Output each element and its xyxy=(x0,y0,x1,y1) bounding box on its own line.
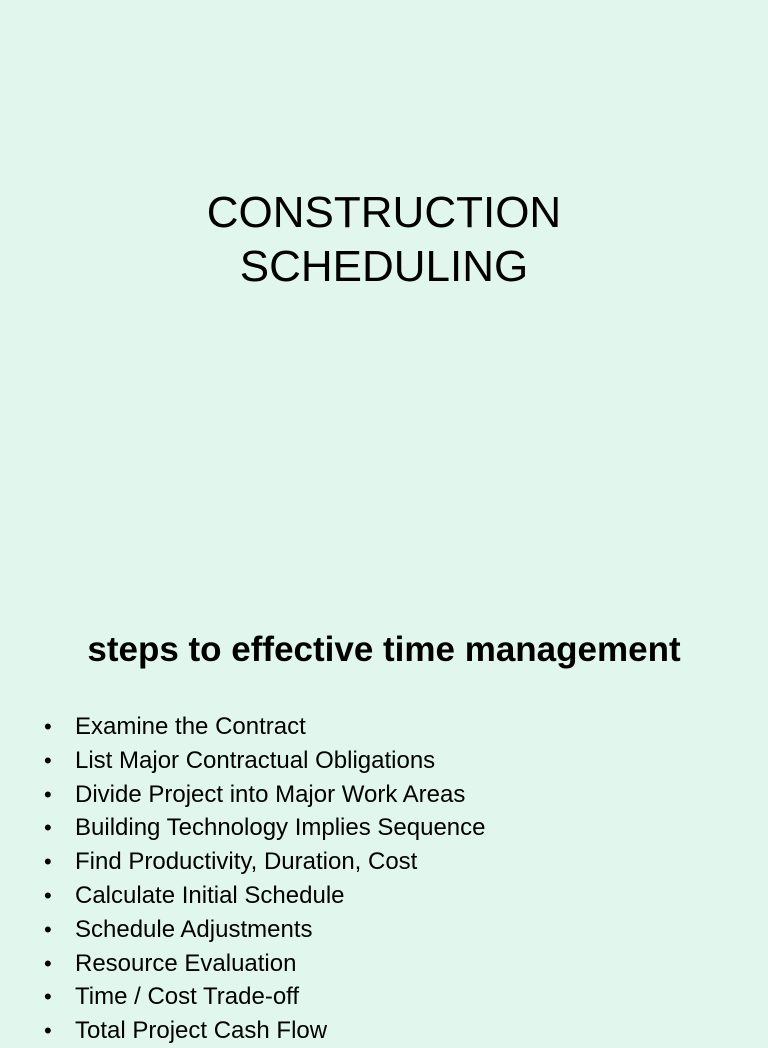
slide-title-line-2: SCHEDULING xyxy=(239,242,529,291)
list-item-text: Total Project Cash Flow xyxy=(75,1017,328,1045)
bullet-icon: • xyxy=(44,984,52,1010)
bullet-icon: • xyxy=(44,1018,52,1044)
bullet-icon: • xyxy=(44,714,52,739)
bullet-icon: • xyxy=(44,815,52,841)
section-heading: steps to effective time management xyxy=(87,630,681,669)
content-slide xyxy=(0,576,768,1045)
bullet-icon: • xyxy=(44,916,52,942)
list-item-text: Examine the Contract xyxy=(75,713,306,740)
slide-title-line-1: CONSTRUCTION xyxy=(206,188,562,237)
bullet-icon: • xyxy=(44,882,52,908)
bullet-icon: • xyxy=(44,747,52,773)
list-item-text: Resource Evaluation xyxy=(75,949,297,977)
bullet-icon: • xyxy=(44,849,52,875)
list-item-text: Schedule Adjustments xyxy=(75,915,313,943)
slide-title xyxy=(0,186,768,294)
list-item-text: Calculate Initial Schedule xyxy=(75,881,345,909)
list-item-text: Time / Cost Trade-off xyxy=(75,983,300,1011)
bullet-icon: • xyxy=(44,950,52,976)
list-item-text: Building Technology Implies Sequence xyxy=(75,814,486,842)
list-item-text: List Major Contractual Obligations xyxy=(75,746,436,774)
list-item-text: Find Productivity, Duration, Cost xyxy=(75,848,418,876)
list-item-text: Divide Project into Major Work Areas xyxy=(75,780,466,808)
bullet-icon: • xyxy=(44,781,52,807)
